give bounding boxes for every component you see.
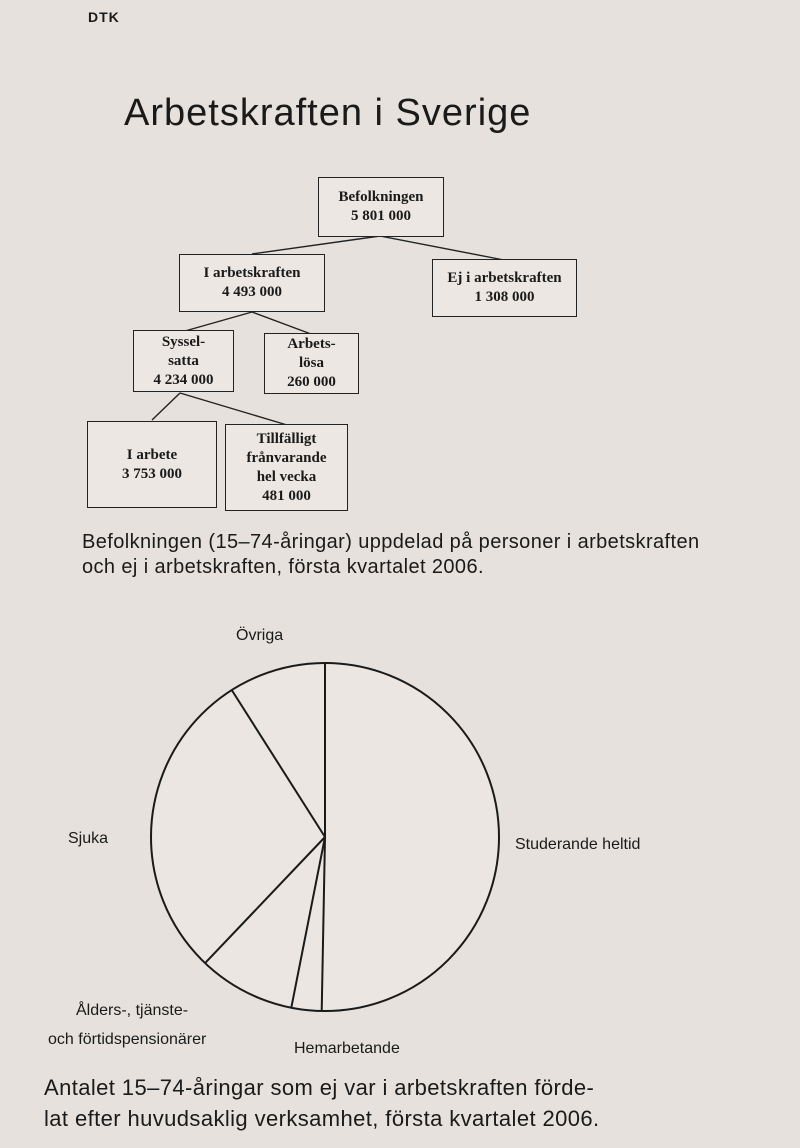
diagram-caption: Befolkningen (15–74-åringar) uppdelad på personer i arbetskraften och ej i arbetskraften, första kvartalet 2006. [82,531,700,578]
box-arbetslosa-value: 260 000 [287,374,336,390]
pie-label-studerande: Studerande heltid [515,836,641,853]
box-ej-i-arbetskraften-value: 1 308 000 [474,289,535,305]
box-i-arbetskraften-label: I arbetskraften [203,265,301,281]
box-arbetslosa-label-1: Arbets- [287,336,336,352]
box-ej-i-arbetskraften [432,259,577,317]
pie-label-ovriga: Övriga [236,627,284,644]
box-arbetslosa [264,333,359,394]
box-arbetslosa-label-2: lösa [298,355,324,371]
box-ej-i-arbetskraften-label: Ej i arbetskraften [447,270,562,286]
box-tillfalligt-line1: Tillfälligt [256,430,317,447]
pie-caption-line2: lat efter huvudsaklig verksamhet, första kvartalet 2006. [44,1106,600,1131]
box-befolkningen [318,177,444,237]
header-tag: DTK [88,9,120,25]
box-i-arbetskraften-value: 4 493 000 [222,284,282,300]
connector-labor-employed [185,312,252,331]
connector-root-labor [252,236,380,254]
pie-label-alders-line1: Ålders-, tjänste- [76,1002,189,1019]
box-sysselsatta-value: 4 234 000 [153,371,214,388]
pie-label-sjuka: Sjuka [68,830,109,847]
box-sysselsatta-label-2: satta [168,352,199,369]
box-tillfalligt [225,424,348,511]
connector-labor-unemployed [252,312,311,334]
pie-label-hemarbetande: Hemarbetande [294,1040,400,1057]
connector-employed-working [152,393,180,420]
box-sysselsatta-label-1: Syssel- [161,333,206,350]
pie-label-alders-line2: och förtidspensionärer [48,1031,207,1048]
pie-caption [44,1072,724,1134]
box-tillfalligt-value: 481 000 [262,487,311,504]
box-befolkningen-value: 5 801 000 [351,208,411,224]
box-i-arbete [87,421,217,508]
box-i-arbete-label: I arbete [126,446,178,463]
box-tillfalligt-line3: hel vecka [256,468,317,485]
pie-caption-line1: Antalet 15–74-åringar som ej var i arbetskraften förde- [44,1075,595,1100]
pie-chart [0,640,800,1060]
page-title: Arbetskraften i Sverige [124,92,532,134]
box-i-arbetskraften [179,254,325,312]
box-i-arbete-value: 3 753 000 [122,465,182,482]
box-tillfalligt-line2: frånvarande [246,449,327,466]
box-befolkningen-label: Befolkningen [338,189,424,205]
box-sysselsatta [133,330,234,392]
connector-root-notlabor [380,236,504,260]
